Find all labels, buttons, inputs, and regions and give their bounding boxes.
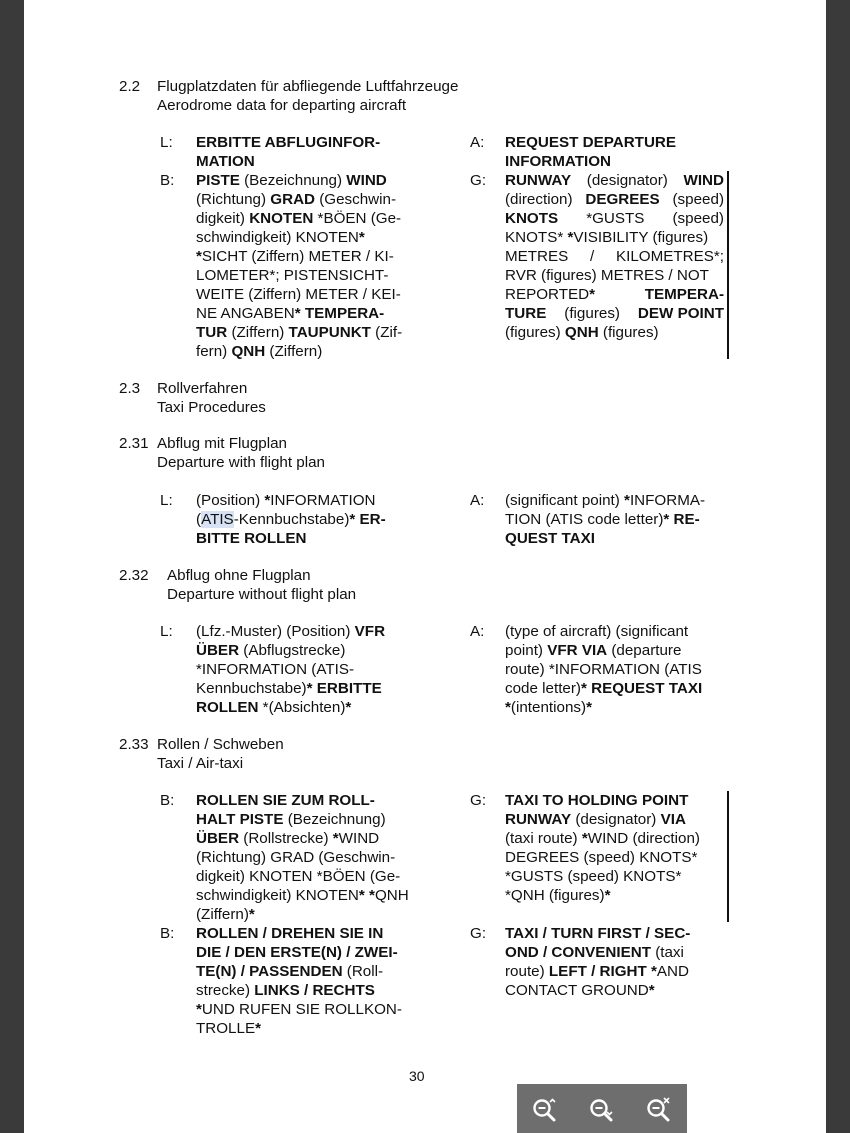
phrase-en: REQUEST DEPARTURE INFORMATION (505, 134, 677, 170)
phrase-en: RUNWAY (designator) WIND (direction) DEGREES (speed) KNOTS *GUSTS (speed) KNOTS* *VISIBILITY (figures) METRES / KILOMETRES*; RVR (figures) METRES / NOT REPORTED* TEMPERA- TURE (figures) DEW POINT (figures) QNH (figures) (505, 172, 724, 341)
page-number: 30 (409, 1068, 425, 1084)
document-page (24, 0, 826, 1133)
zoom-in-icon (531, 1095, 559, 1123)
speaker-label: L: (160, 623, 173, 640)
speaker-label: B: (160, 172, 175, 189)
zoom-in-button[interactable] (528, 1092, 562, 1126)
speaker-label: G: (470, 792, 487, 809)
speaker-label: G: (470, 925, 487, 942)
zoom-reset-icon (645, 1095, 673, 1123)
speaker-label: A: (470, 134, 485, 151)
phrase-en: (type of aircraft) (significant point) VFR VIA (departure route) *INFORMATION (ATIS code letter)* REQUEST TAXI *(intentions)* (505, 623, 703, 716)
section-number-2-32: 2.32 (119, 567, 149, 584)
section-heading-2-3: Rollverfahren Taxi Procedures (157, 380, 266, 416)
speaker-label: B: (160, 792, 175, 809)
section-number-2-33: 2.33 (119, 736, 149, 753)
section-number-2-31: 2.31 (119, 435, 149, 452)
section-heading-2-2: Flugplatzdaten für abfliegende Luftfahrzeuge Aerodrome data for departing aircraft (157, 78, 459, 114)
phrase-de: ERBITTE ABFLUGINFOR- MATION (196, 134, 381, 170)
phrase-de: (Lfz.-Muster) (Position) VFR ÜBER (Abflugstrecke) *INFORMATION (ATIS- Kennbuchstabe)* ERBITTE ROLLEN *(Absichten)* (196, 623, 386, 716)
phrase-en: TAXI TO HOLDING POINT RUNWAY (designator) VIA (taxi route) *WIND (direction) DEGREES (speed) KNOTS* *GUSTS (speed) KNOTS* *QNH (figures)* (505, 792, 700, 904)
text-selection-highlight: ATIS (201, 511, 234, 528)
section-heading-2-33: Rollen / Schweben Taxi / Air-taxi (157, 736, 284, 772)
speaker-label: G: (470, 172, 487, 189)
change-bar (727, 171, 729, 359)
zoom-out-button[interactable] (585, 1092, 619, 1126)
speaker-label: A: (470, 492, 485, 509)
zoom-reset-button[interactable] (642, 1092, 676, 1126)
section-number-2-2: 2.2 (119, 78, 141, 95)
phrase-de: PISTE (Bezeichnung) WIND (Richtung) GRAD (Geschwin- digkeit) KNOTEN *BÖEN (Ge- schwindigkeit) KNOTEN* *SICHT (Ziffern) METER / KI- LOMETER*; PISTENSICHT- WEITE (Ziffern) METER / KEI- NE ANGABEN* TEMPERA- TUR (Ziffern) TAUPUNKT (Zif- fern) QNH (Ziffern) (196, 172, 403, 360)
phrase-en: (significant point) *INFORMA- TION (ATIS code letter)* RE- QUEST TAXI (505, 492, 706, 547)
speaker-label: B: (160, 925, 175, 942)
phrase-de: (Position) *INFORMATION (ATIS-Kennbuchstabe)* ER- BITTE ROLLEN (196, 492, 386, 547)
phrase-de: ROLLEN SIE ZUM ROLL- HALT PISTE (Bezeichnung) ÜBER (Rollstrecke) *WIND (Richtung) GRAD (Geschwin- digkeit) KNOTEN *BÖEN (Ge- schwindigkeit) KNOTEN* *QNH (Ziffern)* (196, 792, 409, 923)
zoom-toolbar (517, 1084, 687, 1133)
section-heading-2-31: Abflug mit Flugplan Departure with flight plan (157, 435, 325, 471)
phrase-en: TAXI / TURN FIRST / SEC- OND / CONVENIENT (taxi route) LEFT / RIGHT *AND CONTACT GROUND* (505, 925, 691, 999)
zoom-out-icon (588, 1095, 616, 1123)
change-bar (727, 791, 729, 922)
phrase-de: ROLLEN / DREHEN SIE IN DIE / DEN ERSTE(N) / ZWEI- TE(N) / PASSENDEN (Roll- strecke) LINKS / RECHTS *UND RUFEN SIE ROLLKON- TROLLE* (196, 925, 402, 1037)
speaker-label: L: (160, 134, 173, 151)
section-heading-2-32: Abflug ohne Flugplan Departure without flight plan (167, 567, 357, 603)
section-number-2-3: 2.3 (119, 380, 141, 397)
speaker-label: L: (160, 492, 173, 509)
speaker-label: A: (470, 623, 485, 640)
